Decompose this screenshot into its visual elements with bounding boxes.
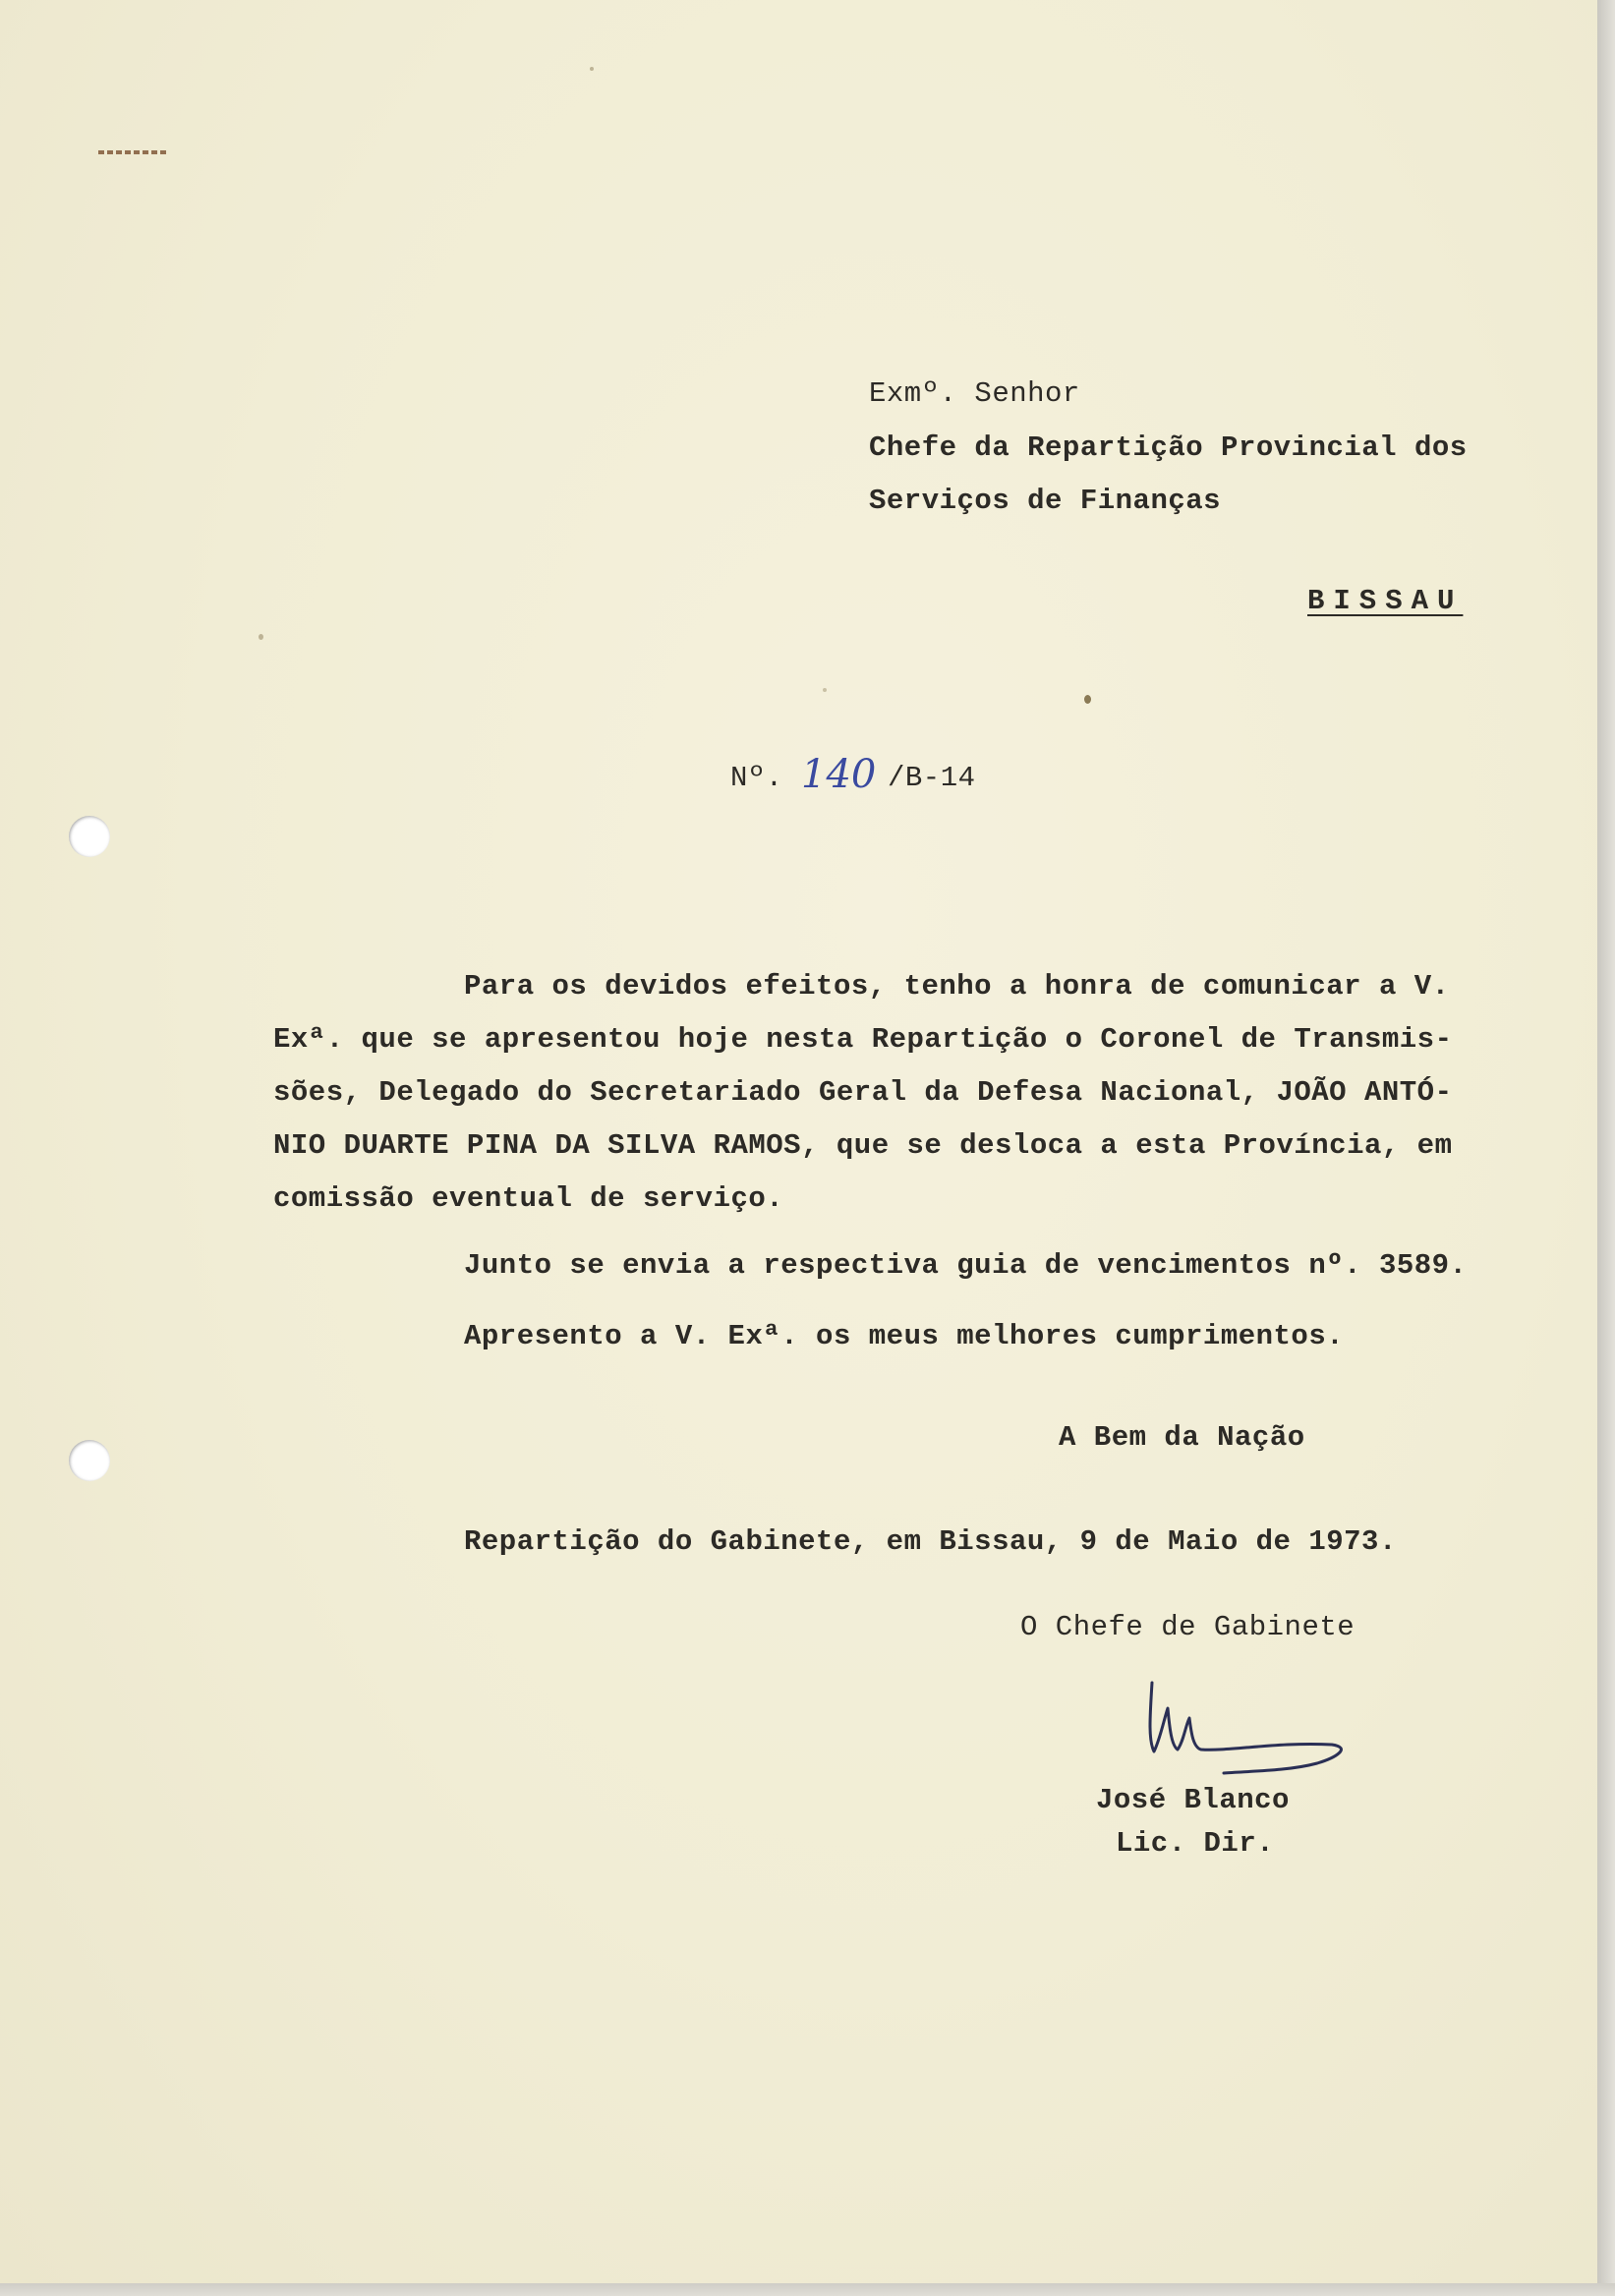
punch-hole (69, 816, 110, 857)
recipient-city: BISSAU (1307, 585, 1464, 617)
signer-name: José Blanco (1096, 1784, 1290, 1816)
reference-handwritten-number: 140 (801, 752, 877, 797)
recipient-title-line2: Serviços de Finanças (869, 485, 1222, 517)
body-paragraph-1-line-1: Para os devidos efeitos, tenho a honra de comunicar a V. (464, 970, 1450, 1003)
recipient-salutation: Exmº. Senhor (869, 377, 1080, 410)
signer-degree: Lic. Dir. (1116, 1827, 1275, 1860)
ink-speck (823, 688, 827, 692)
body-paragraph-3: Apresento a V. Exª. os meus melhores cumprimentos. (464, 1320, 1345, 1352)
closing-formula: A Bem da Nação (1059, 1421, 1305, 1454)
place-and-date: Repartição do Gabinete, em Bissau, 9 de Maio de 1973. (464, 1525, 1397, 1558)
page-edge (1597, 0, 1615, 2296)
signer-title: O Chefe de Gabinete (1020, 1611, 1355, 1643)
body-paragraph-1-line-2: Exª. que se apresentou hoje nesta Repartição o Coronel de Transmis- (273, 1023, 1453, 1056)
page-edge (0, 2283, 1615, 2296)
punch-hole (69, 1440, 110, 1481)
body-paragraph-1-line-5: comissão eventual de serviço. (273, 1182, 784, 1215)
reference-prefix: Nº. (730, 762, 783, 794)
ink-speck (259, 634, 263, 640)
ink-speck (590, 67, 594, 71)
body-paragraph-2: Junto se envia a respectiva guia de vencimentos nº. 3589. (464, 1249, 1468, 1282)
body-paragraph-1-line-4: NIO DUARTE PINA DA SILVA RAMOS, que se desloca a esta Província, em (273, 1129, 1453, 1162)
body-paragraph-1-line-3: sões, Delegado do Secretariado Geral da Defesa Nacional, JOÃO ANTÓ- (273, 1076, 1453, 1109)
recipient-title-line1: Chefe da Repartição Provincial dos (869, 431, 1468, 464)
ink-mark (98, 150, 169, 154)
ink-speck (1084, 695, 1091, 704)
reference-suffix: /B-14 (888, 762, 976, 794)
